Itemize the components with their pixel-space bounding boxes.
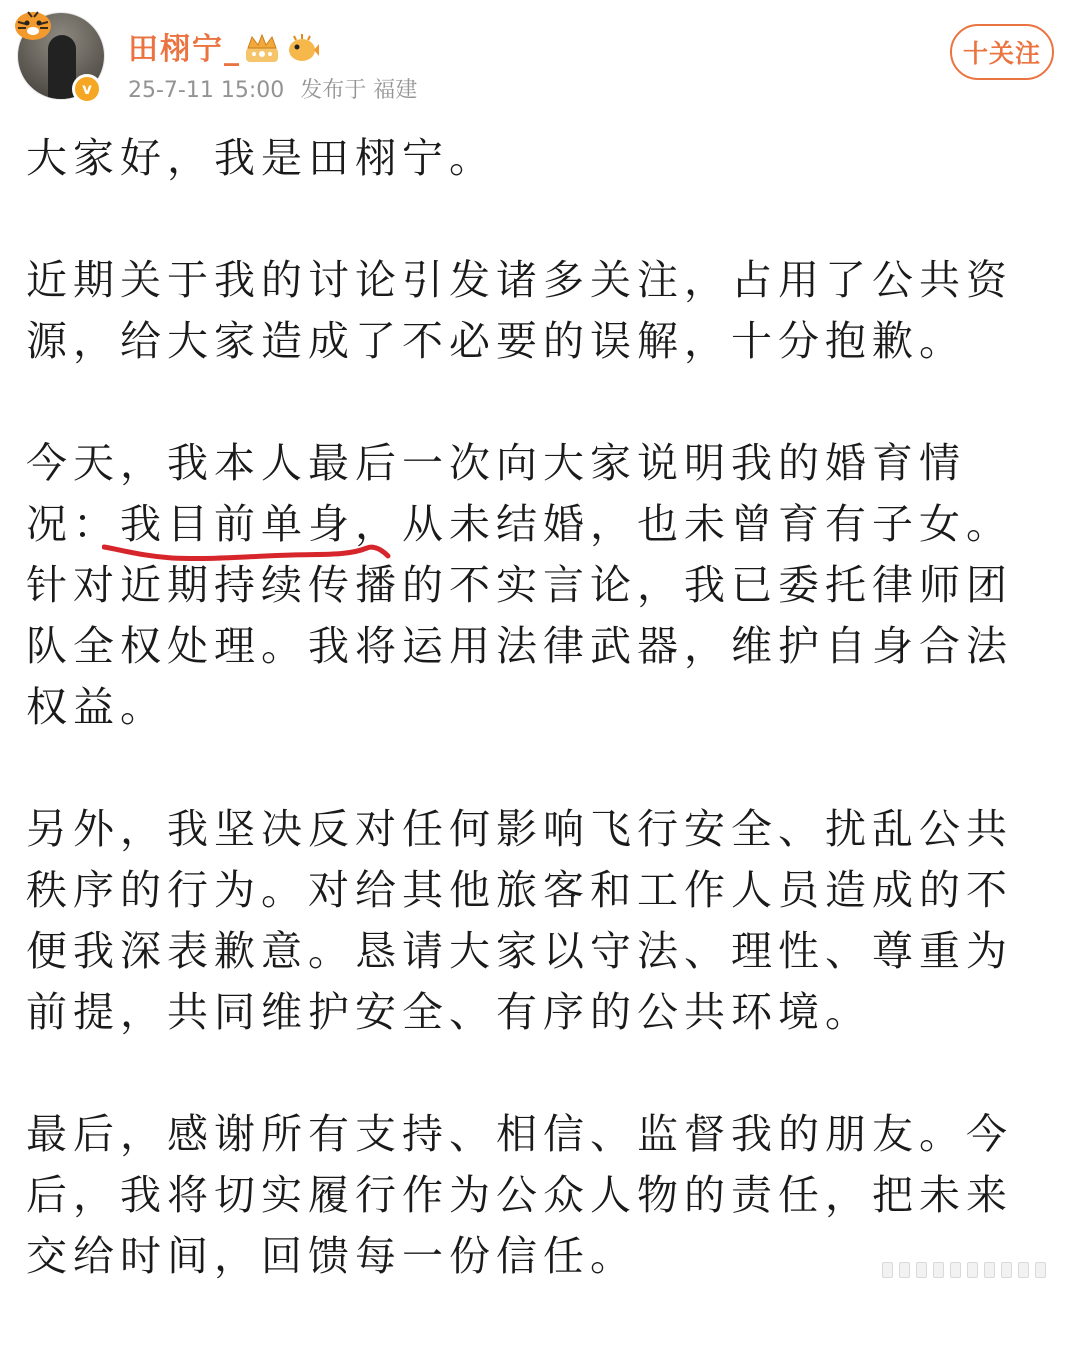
watermark-mark <box>967 1262 978 1278</box>
watermark-mark <box>950 1262 961 1278</box>
post-meta <box>128 76 417 106</box>
watermark-mark <box>1018 1262 1029 1278</box>
paragraph-text: 今天，我本人最后一次向大家说明我的婚育情况： <box>26 439 966 548</box>
paragraph-apology: 近期关于我的讨论引发诸多关注，占用了公共资源，给大家造成了不必要的误解，十分抱歉。 <box>26 256 1013 365</box>
post-timestamp: 25-7-11 15:00 <box>128 78 285 103</box>
verified-badge-icon <box>72 74 102 104</box>
watermark-mark <box>1001 1262 1012 1278</box>
post-header <box>0 0 1080 120</box>
tiger-sticker-icon <box>12 8 54 42</box>
highlighted-text <box>120 494 355 555</box>
paragraph-flight-safety: 另外，我坚决反对任何影响飞行安全、扰乱公共秩序的行为。对给其他旅客和工作人员造成的不便我深表歉意。恳请大家以守法、理性、尊重为前提，共同维护安全、有序的公共环境。 <box>26 805 1013 1036</box>
verified-badge-label: v <box>82 80 92 98</box>
paragraph-closing: 最后，感谢所有支持、相信、监督我的朋友。今后，我将切实履行作为公众人物的责任，把未来交给时间，回馈每一份信任。 <box>26 1110 1013 1280</box>
highlighted-text-label: 我目前单身 <box>120 500 355 548</box>
watermark-mark <box>1035 1262 1046 1278</box>
author-name[interactable]: 田栩宁_ <box>128 32 241 67</box>
post-location: 发布于 福建 <box>300 78 418 103</box>
watermark-mark <box>882 1262 893 1278</box>
puffer-fish-icon[interactable] <box>286 32 320 66</box>
watermark-mark <box>899 1262 910 1278</box>
paragraph-text-continued: ，从未结婚，也未曾育有子女。针对近期持续传播的不实言论，我已委托律师团队全权处理。我将运用法律武器，维护自身合法权益。 <box>26 500 1013 731</box>
paragraph-marital-status <box>26 433 1036 738</box>
post-body <box>26 128 1036 1348</box>
watermark-mark <box>984 1262 995 1278</box>
follow-button[interactable]: 十关注 <box>950 24 1054 80</box>
crown-badge-icon[interactable] <box>242 32 282 66</box>
watermark-dots <box>882 1262 1046 1278</box>
watermark-mark <box>916 1262 927 1278</box>
watermark-mark <box>933 1262 944 1278</box>
paragraph-greeting: 大家好，我是田栩宁。 <box>26 134 496 182</box>
